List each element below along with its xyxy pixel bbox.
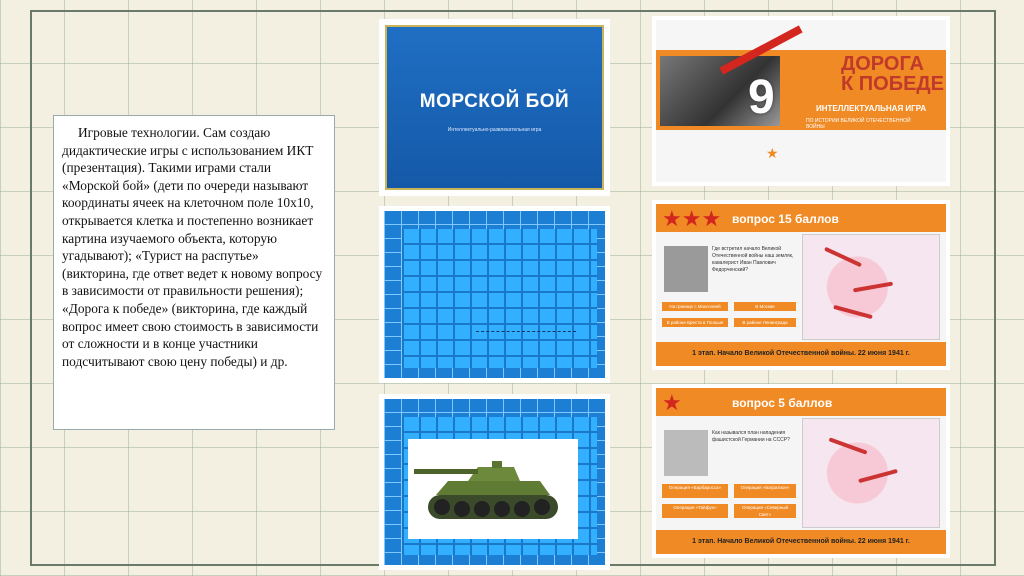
tank-icon [408, 439, 578, 539]
tank-image [408, 439, 578, 539]
slide-question-15 [652, 200, 950, 370]
answer-option[interactable]: На границе с Монголией [662, 302, 728, 311]
number-nine: 9 [748, 71, 775, 124]
slide-question-5 [652, 384, 950, 558]
answer-option[interactable]: Операция «Багратион» [734, 484, 796, 498]
answer-option[interactable]: В районе Бреста в Польше [662, 318, 728, 327]
war-map [802, 234, 940, 340]
map-arrow-icon [824, 247, 862, 268]
answer-option[interactable]: В районе Ленинграда [734, 318, 796, 327]
answer-option[interactable]: Операция «Тайфун» [662, 504, 728, 518]
question-5-text: Как назывался план нападения фашистской Германии на СССР? [712, 430, 790, 443]
game-type-label: ИНТЕЛЛЕКТУАЛЬНАЯ ИГРА [816, 104, 927, 113]
war-map [802, 418, 940, 528]
answer-option[interactable]: В Москве [734, 302, 796, 311]
map-thumbnail [664, 430, 708, 476]
sea-battle-title: МОРСКОЙ БОЙ [419, 91, 570, 112]
question-15-title: вопрос 15 баллов [732, 212, 839, 226]
game-subtitle: ПО ИСТОРИИ ВЕЛИКОЙ ОТЕЧЕСТВЕННОЙ ВОЙНЫ [806, 118, 911, 130]
grid-cells [402, 229, 597, 368]
map-arrow-icon [833, 305, 873, 319]
question-5-panel [656, 388, 946, 554]
slide-sea-battle-tank [379, 394, 610, 570]
sea-battle-subtitle: Интеллектуально-развлекательная игра [447, 127, 542, 133]
title-line-2: К ПОБЕДЕ [841, 73, 944, 95]
star-icon: ★ [766, 145, 779, 161]
game-grid [384, 211, 605, 378]
game-grid-revealed [384, 399, 605, 565]
title-line-1: ДОРОГА [841, 53, 924, 75]
answer-option[interactable]: Операция «Барбаросса» [662, 484, 728, 498]
map-arrow-icon [858, 469, 898, 483]
star-icon: ★ [662, 390, 682, 415]
slide-road-to-victory [652, 16, 950, 186]
grid-dashed-line [476, 331, 576, 333]
description-text-box [53, 115, 335, 430]
road-to-victory-panel [656, 20, 946, 182]
question-5-footer: 1 этап. Начало Великой Отечественной войны. 22 июня 1941 г. [656, 530, 946, 554]
question-15-footer: 1 этап. Начало Великой Отечественной войны. 22 июня 1941 г. [656, 342, 946, 366]
portrait-photo [664, 246, 708, 292]
question-15-text: Где встретил начало Великой Отечественной войны наш земляк, кавалерист Иван Павлович Федорченский? [712, 246, 794, 273]
map-arrow-icon [853, 282, 893, 293]
stars-icon: ★★★ [662, 206, 722, 231]
question-15-panel [656, 204, 946, 366]
road-to-victory-title [841, 54, 944, 94]
slide-sea-battle-title [379, 19, 610, 196]
answer-option[interactable]: Операция «Северный Свет» [734, 504, 796, 518]
description-text: Игровые технологии. Сам создаю дидактические игры с использованием ИКТ (презентация). Такими играми стали «Морской бой» (дети по очереди называют координаты ячеек на клеточном поле 10х10, открывается клетка и постепенно возникает картина изучаемого объекта, которую угадывают); «Турист на распутье» (викторина, где ответ ведет к новому вопросу в зависимости от правильности решения); «Дорога к победе» (викторина, где каждый вопрос имеет свою стоимость в зависимости от сложности и в конце участники подсчитывают свою цену победы) и др. [62, 125, 323, 369]
slide-sea-battle-panel [385, 25, 604, 190]
map-arrow-icon [829, 437, 868, 454]
slide-sea-battle-grid [379, 206, 610, 383]
question-5-title: вопрос 5 баллов [732, 396, 833, 410]
